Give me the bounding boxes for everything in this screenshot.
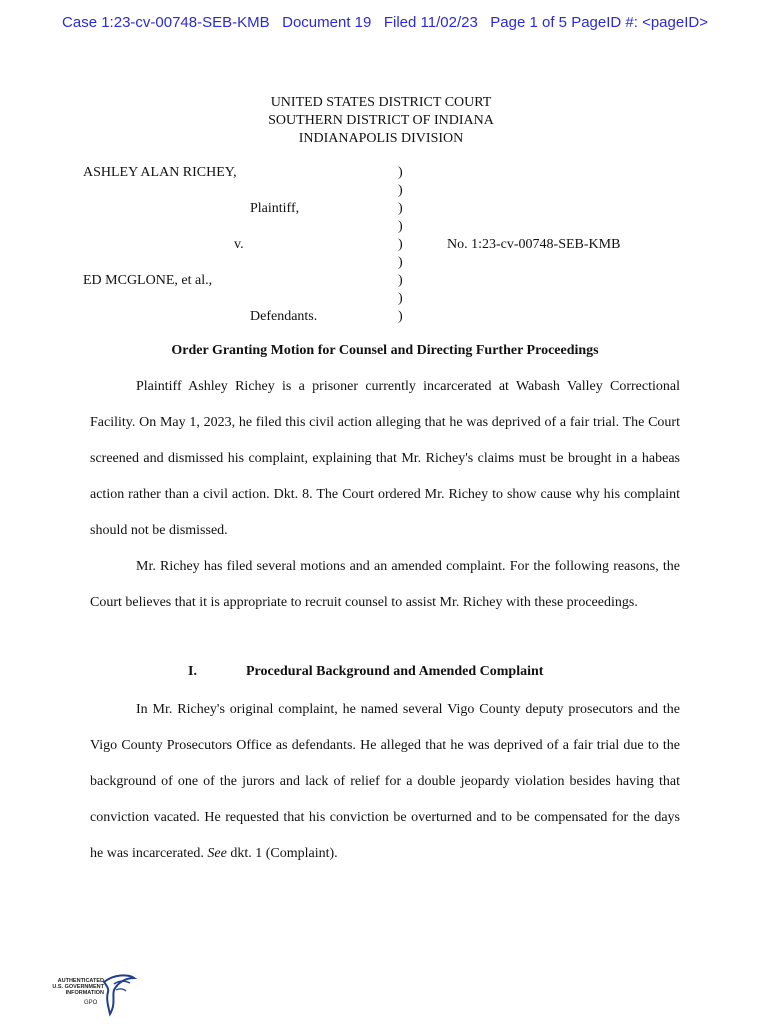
plaintiff-role: Plaintiff,	[250, 201, 300, 216]
case-number: No. 1:23-cv-00748-SEB-KMB	[447, 237, 621, 252]
gpo-line: U.S. GOVERNMENT	[52, 984, 104, 990]
section-number: I.	[188, 664, 197, 679]
paragraph-background	[90, 692, 680, 872]
citation: dkt. 1 (Complaint).	[230, 846, 338, 861]
section-heading: Procedural Background and Amended Complaint	[246, 664, 544, 679]
court-heading	[0, 94, 762, 148]
caption-paren: )	[398, 183, 403, 198]
citation-signal: See	[207, 846, 227, 861]
caption-paren: )	[398, 255, 403, 270]
paragraph-reasons	[90, 549, 680, 621]
caption-paren: )	[398, 237, 403, 252]
gpo-seal-text	[40, 978, 104, 996]
gpo-line: AUTHENTICATED	[57, 978, 104, 984]
eagle-icon	[98, 970, 138, 1018]
caption-parentheses	[398, 164, 403, 326]
defendant-name: ED MCGLONE, et al.,	[83, 273, 213, 288]
caption-paren: )	[398, 201, 403, 216]
paragraph-text: Plaintiff Ashley Richey is a prisoner currently incarcerated at Wabash Valley Correctional Facility. On May 1, 2023, he filed this civil action alleging that he was deprived of a fair trial. The Court screened and dismissed his complaint, explaining that Mr. Richey's claims must be brought in a habeas action rather than a civil action. Dkt. 8. The Court ordered Mr. Richey to show cause why his complaint should not be dismissed.	[90, 379, 680, 538]
versus-label: v.	[234, 237, 244, 252]
plaintiff-name: ASHLEY ALAN RICHEY,	[83, 165, 237, 180]
gpo-line: INFORMATION	[65, 990, 104, 996]
paragraph-body: In Mr. Richey's original complaint, he named several Vigo County deputy prosecutors and the Vigo County Prosecutors Office as defendants. He alleged that he was deprived of a fair trial due to the background of one of the jurors and lack of relief for a double jeopardy violation besides having that conviction vacated. He requested that his conviction be overturned and to be compensated for the days he was incarcerated.	[90, 702, 680, 861]
gpo-authentication-seal	[40, 970, 140, 1018]
defendant-role: Defendants.	[250, 309, 318, 324]
order-title: Order Granting Motion for Counsel and Directing Further Proceedings	[171, 343, 599, 358]
caption-paren: )	[398, 219, 403, 234]
paragraph-intro	[90, 369, 680, 549]
court-name: UNITED STATES DISTRICT COURT	[270, 95, 492, 110]
paragraph-text	[90, 692, 680, 872]
caption-paren: )	[398, 309, 403, 324]
caption-paren: )	[398, 291, 403, 306]
case-header-stamp: Case 1:23-cv-00748-SEB-KMB Document 19 Filed 11/02/23 Page 1 of 5 PageID #: <pageID>	[62, 14, 708, 31]
gpo-label: GPO	[84, 1000, 98, 1006]
caption-paren: )	[398, 165, 403, 180]
paragraph-text: Mr. Richey has filed several motions and an amended complaint. For the following reasons, the Court believes that it is appropriate to recruit counsel to assist Mr. Richey with these proceedings.	[90, 559, 680, 610]
caption-paren: )	[398, 273, 403, 288]
court-division: INDIANAPOLIS DIVISION	[298, 131, 464, 146]
court-district: SOUTHERN DISTRICT OF INDIANA	[268, 113, 494, 128]
